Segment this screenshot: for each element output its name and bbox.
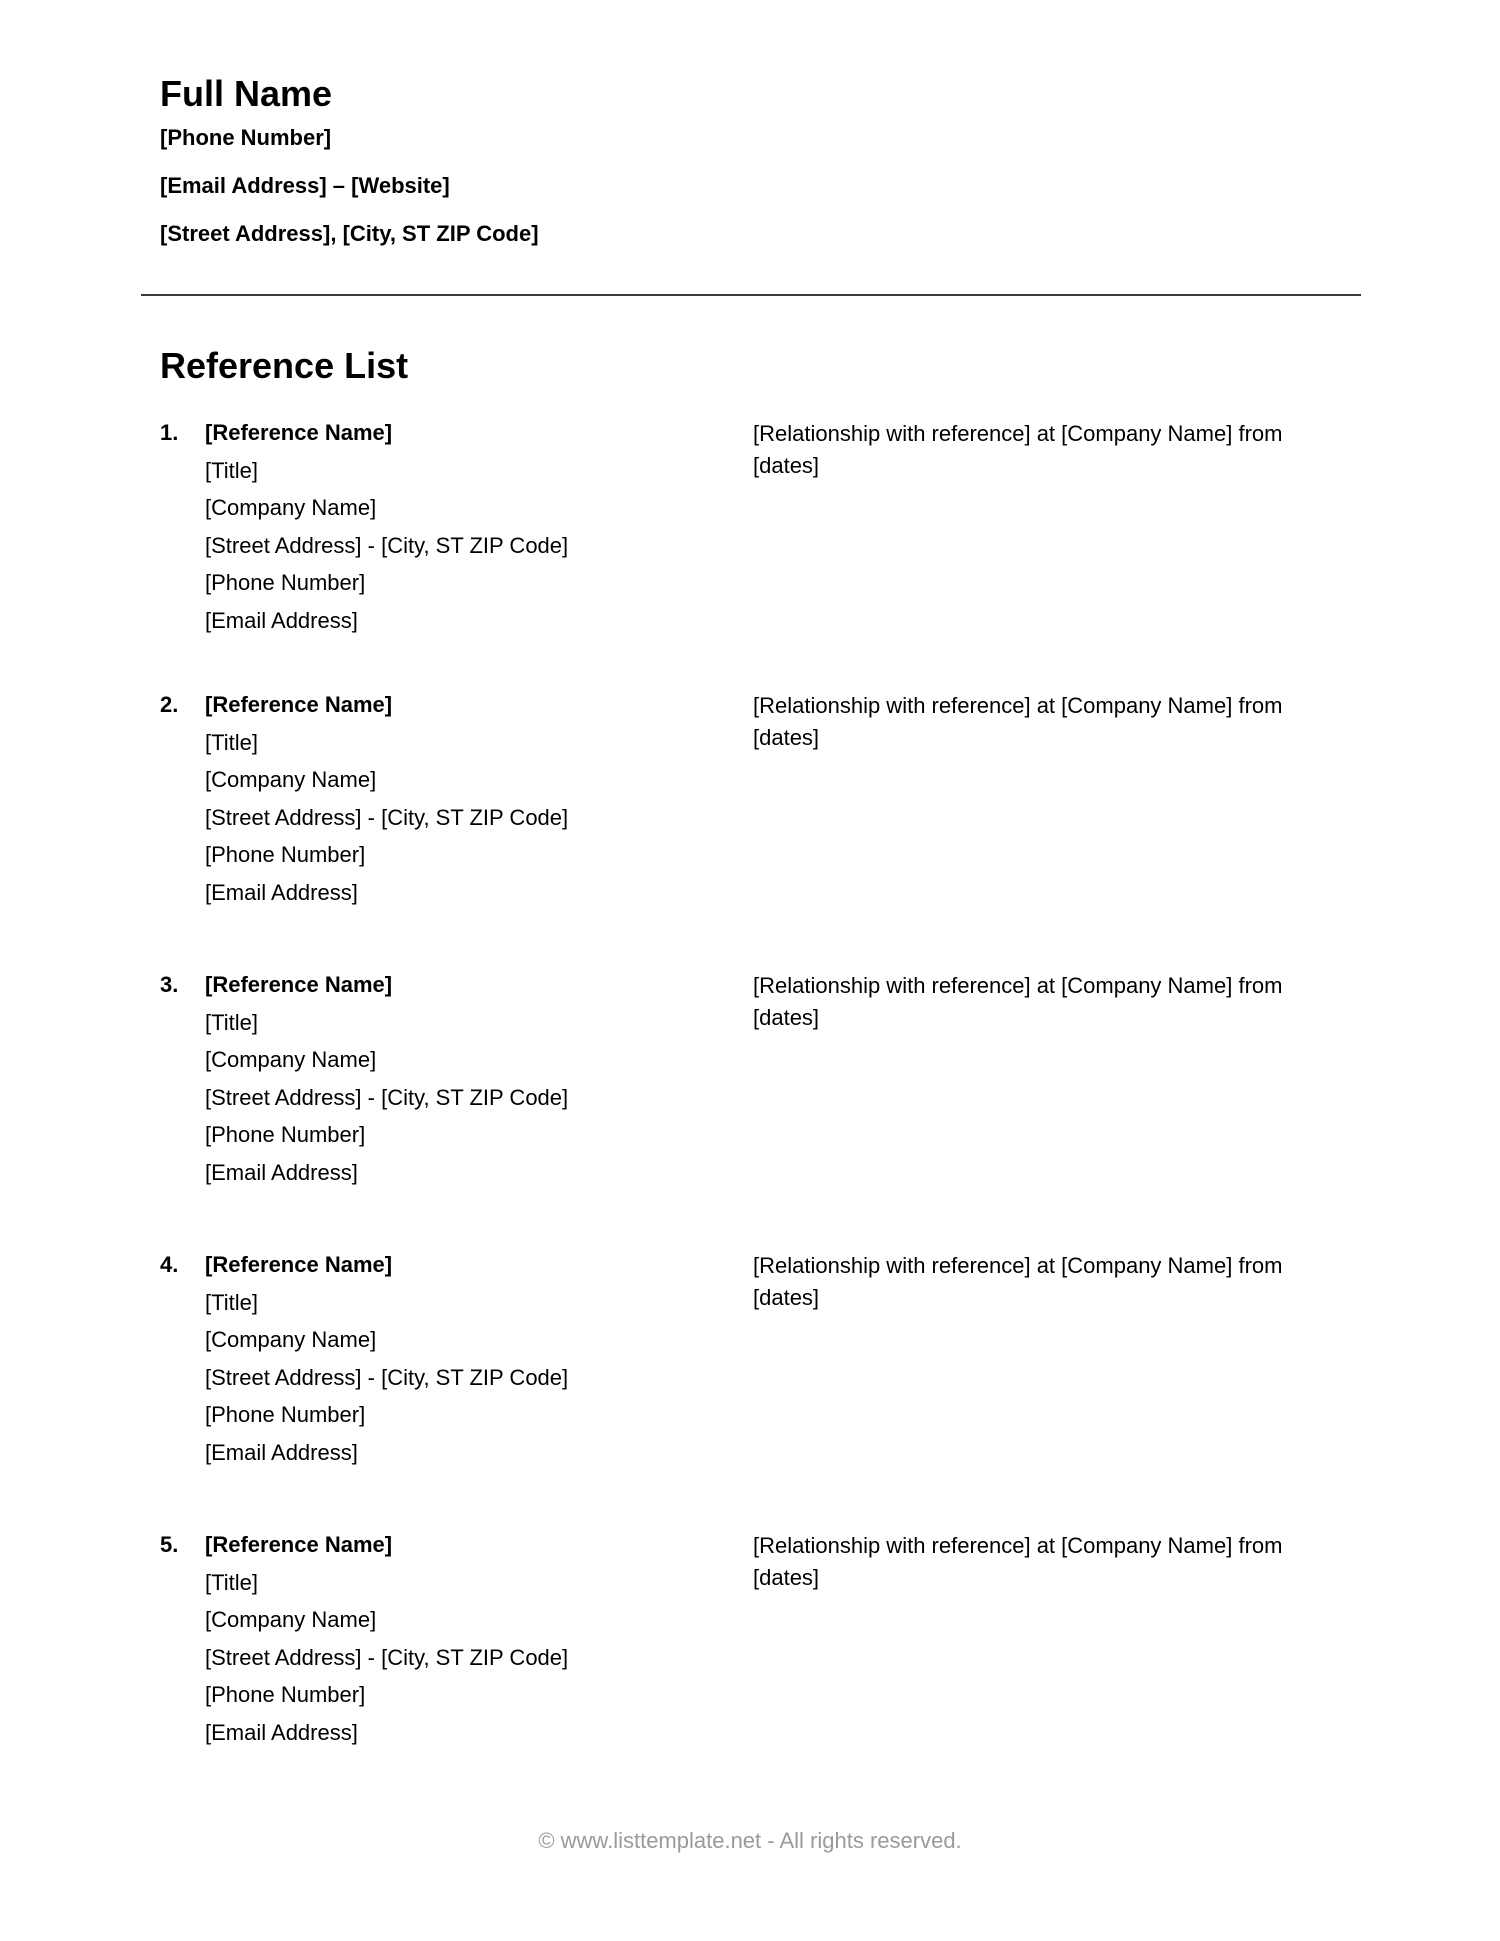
reference-number: 5.	[160, 1532, 179, 1557]
reference-company: [Company Name]	[205, 1327, 377, 1352]
reference-phone: [Phone Number]	[205, 1402, 366, 1427]
reference-title: [Title]	[205, 1289, 258, 1315]
reference-company: [Company Name]	[205, 495, 377, 520]
reference-phone: [Phone Number]	[205, 1122, 366, 1147]
reference-title: [Title]	[205, 457, 258, 483]
reference-email: [Email Address]	[205, 1159, 358, 1185]
reference-title: [Title]	[205, 729, 258, 755]
reference-entry-3	[160, 970, 1340, 1190]
reference-number: 2.	[160, 692, 179, 717]
reference-details	[205, 418, 725, 643]
header-email-website: [Email Address] – [Website]	[160, 173, 450, 198]
reference-name: [Reference Name]	[205, 1252, 393, 1277]
reference-entry-4	[160, 1250, 1340, 1470]
reference-details	[205, 970, 725, 1195]
reference-phone: [Phone Number]	[205, 570, 366, 595]
reference-company: [Company Name]	[205, 767, 377, 792]
reference-number: 3.	[160, 972, 179, 997]
reference-relationship: [Relationship with reference] at [Company Name] from [dates]	[753, 973, 1283, 1030]
reference-company: [Company Name]	[205, 1047, 377, 1072]
reference-details	[205, 1250, 725, 1475]
reference-address: [Street Address] - [City, ST ZIP Code]	[205, 1644, 569, 1670]
reference-address: [Street Address] - [City, ST ZIP Code]	[205, 532, 569, 558]
reference-company: [Company Name]	[205, 1607, 377, 1632]
section-title: Reference List	[160, 345, 409, 386]
header-phone: [Phone Number]	[160, 125, 332, 150]
reference-relationship: [Relationship with reference] at [Company Name] from [dates]	[753, 1253, 1283, 1310]
reference-name: [Reference Name]	[205, 972, 393, 997]
header-divider	[141, 294, 1361, 296]
reference-email: [Email Address]	[205, 879, 358, 905]
reference-title: [Title]	[205, 1569, 258, 1595]
reference-title: [Title]	[205, 1009, 258, 1035]
reference-number: 4.	[160, 1252, 179, 1277]
reference-address: [Street Address] - [City, ST ZIP Code]	[205, 1364, 569, 1390]
reference-entry-2	[160, 690, 1340, 910]
reference-name: [Reference Name]	[205, 420, 393, 445]
header-address: [Street Address], [City, ST ZIP Code]	[160, 221, 539, 246]
reference-email: [Email Address]	[205, 1719, 358, 1745]
reference-name: [Reference Name]	[205, 692, 393, 717]
reference-relationship: [Relationship with reference] at [Company Name] from [dates]	[753, 693, 1283, 750]
reference-number: 1.	[160, 420, 179, 445]
reference-address: [Street Address] - [City, ST ZIP Code]	[205, 804, 569, 830]
reference-entry-5	[160, 1530, 1340, 1750]
reference-email: [Email Address]	[205, 607, 358, 633]
reference-name: [Reference Name]	[205, 1532, 393, 1557]
reference-address: [Street Address] - [City, ST ZIP Code]	[205, 1084, 569, 1110]
footer-copyright: © www.listtemplate.net - All rights reserved.	[538, 1828, 962, 1853]
reference-details	[205, 1530, 725, 1755]
reference-details	[205, 690, 725, 915]
reference-email: [Email Address]	[205, 1439, 358, 1465]
reference-relationship: [Relationship with reference] at [Company Name] from [dates]	[753, 421, 1283, 478]
reference-entry-1	[160, 418, 1340, 638]
reference-phone: [Phone Number]	[205, 842, 366, 867]
full-name: Full Name	[160, 73, 333, 114]
reference-phone: [Phone Number]	[205, 1682, 366, 1707]
reference-relationship: [Relationship with reference] at [Company Name] from [dates]	[753, 1533, 1283, 1590]
